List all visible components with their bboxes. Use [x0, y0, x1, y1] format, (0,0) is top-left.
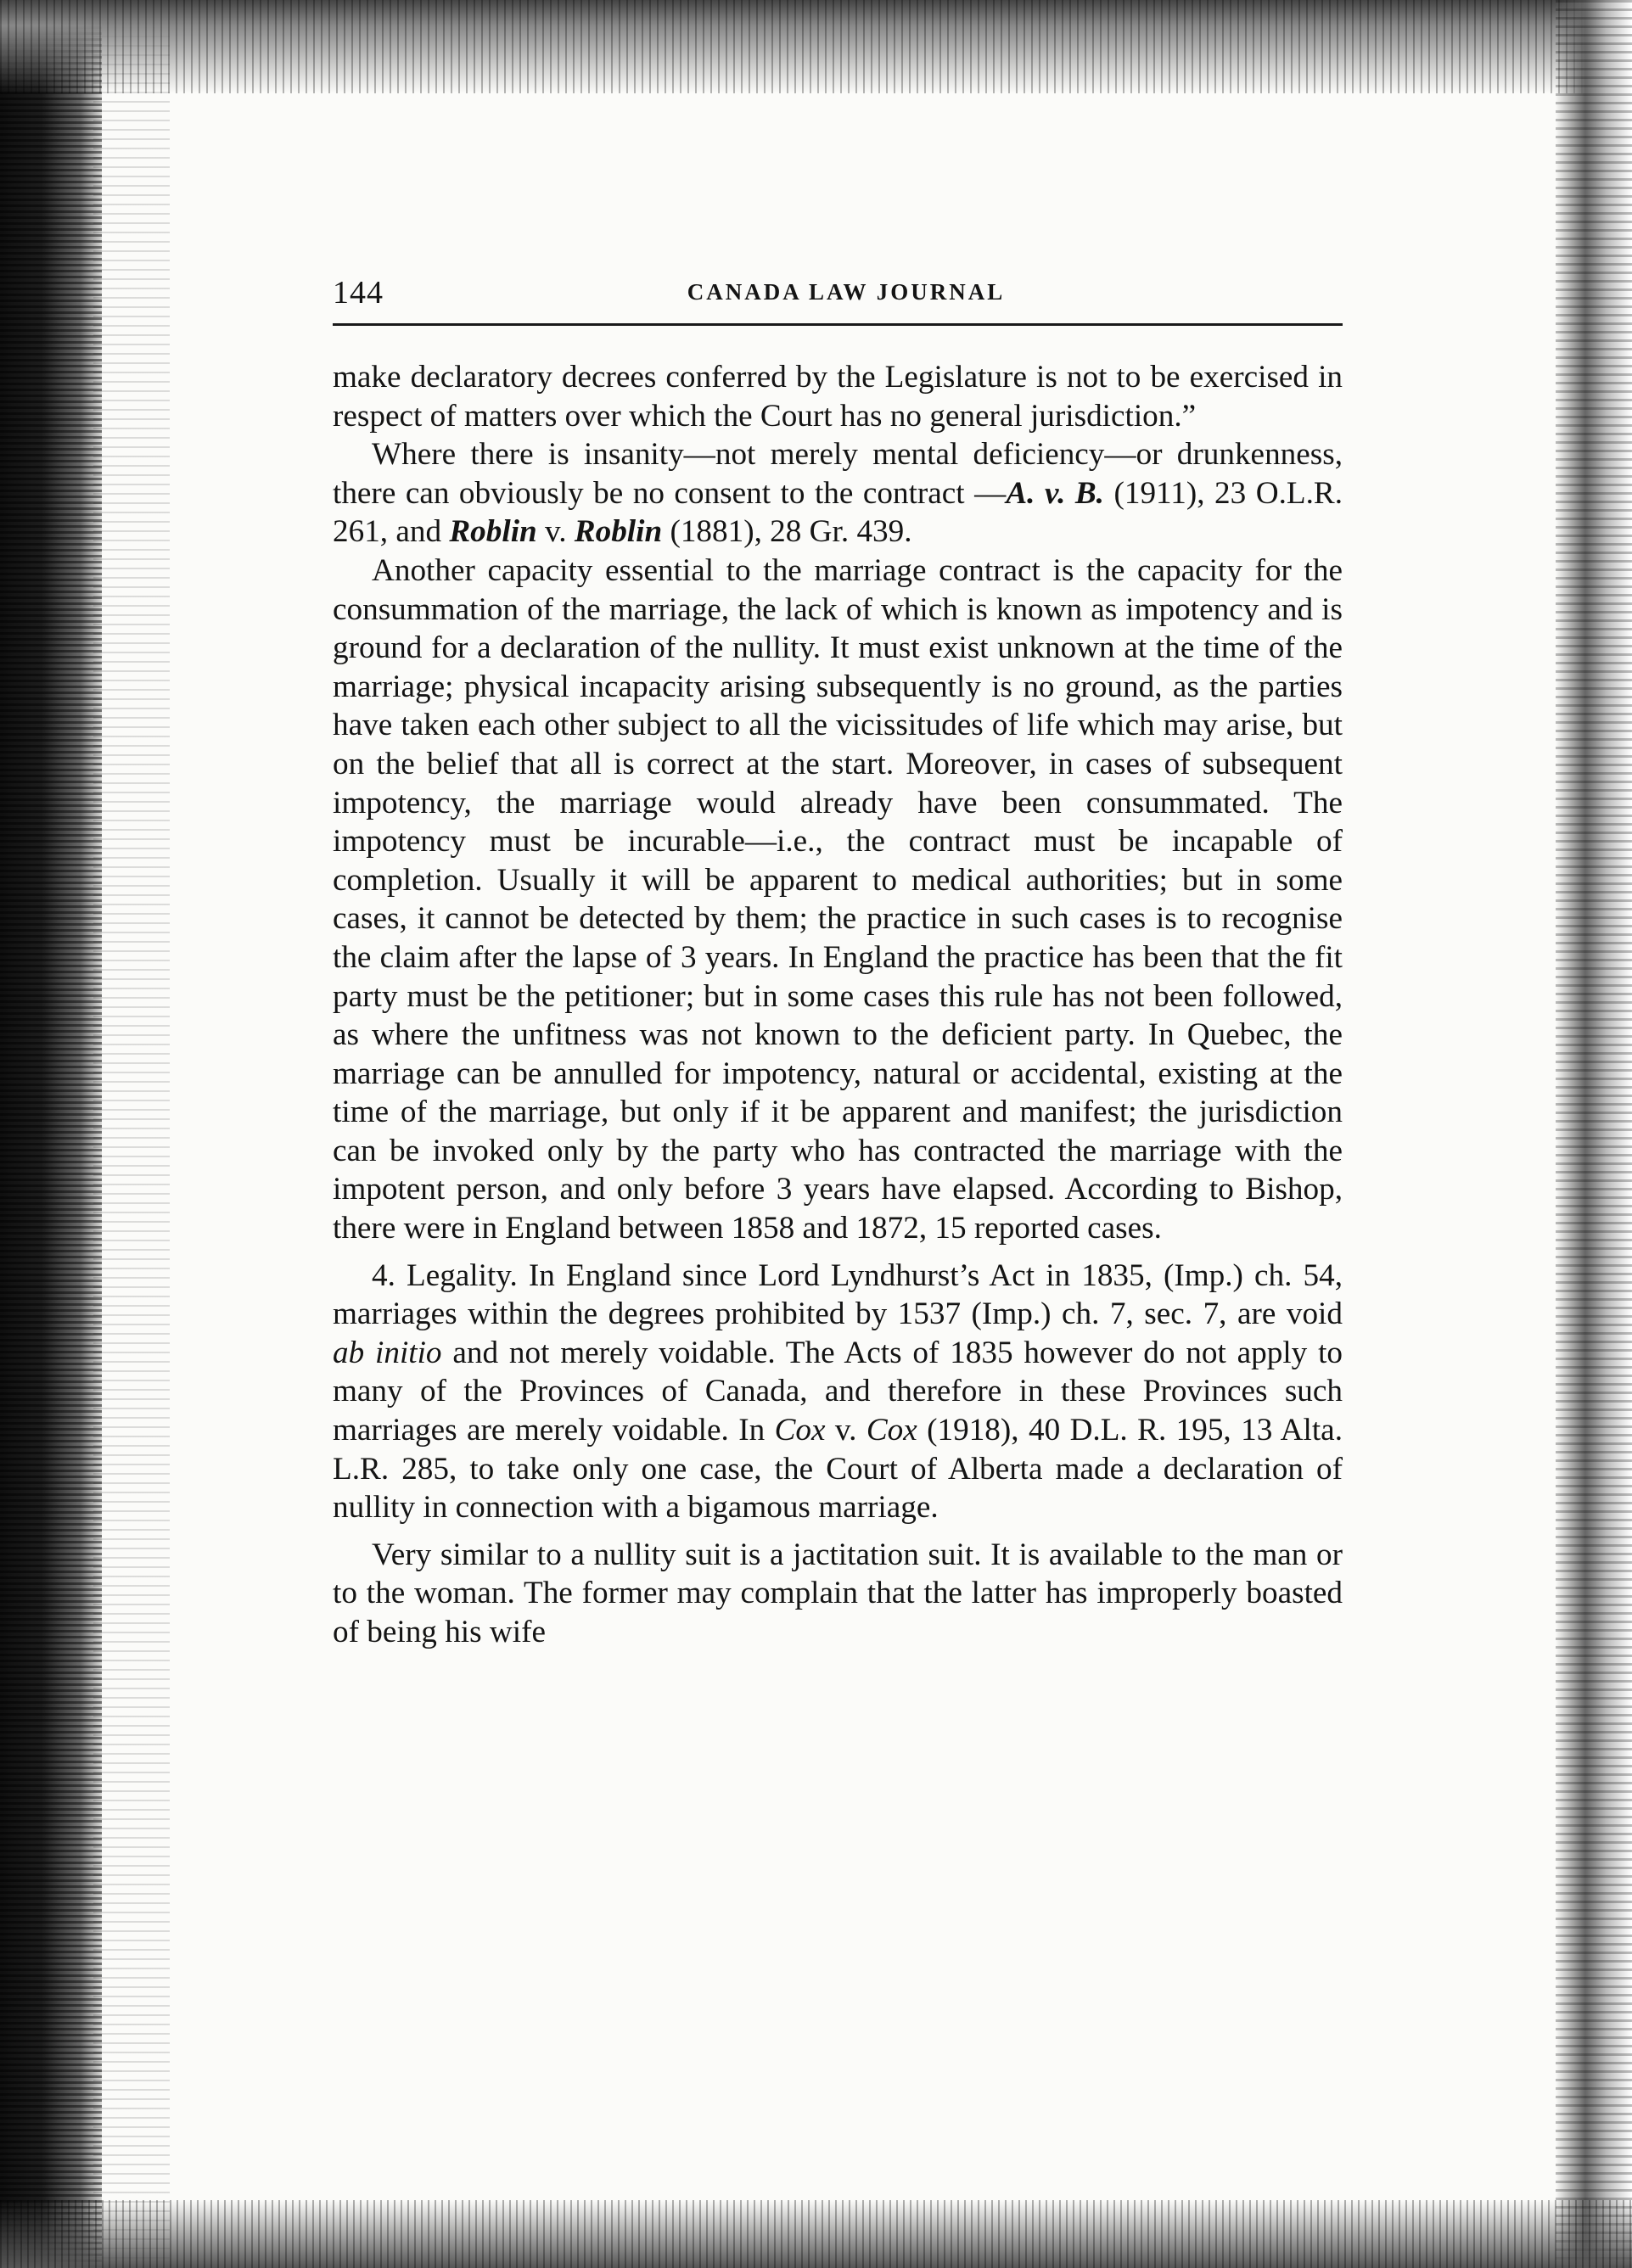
paragraph-impotency	[333, 552, 1343, 1248]
page-body	[333, 267, 1343, 1652]
scan-border-top	[0, 0, 1632, 93]
paragraph-text: (1918), 40 D.L. R. 195, 13 Alta. L.R. 285, to take only one case, the Court of Alberta made a declaration of nullity in connection with a bigamous marriage.	[333, 1413, 1343, 1526]
paragraph-text: make declaratory decrees conferred by the Legislature is not to be exercised in respect of matters over which the Court has no general jurisdiction.”	[333, 360, 1343, 434]
case-citation: Roblin	[574, 514, 663, 550]
paragraph-jactitation	[333, 1536, 1343, 1652]
case-citation: A. v. B.	[1006, 475, 1104, 511]
paragraph-text: 4. Legality. In England since Lord Lyndhurst’s Act in 1835, (Imp.) ch. 54, marriages within the degrees prohibited by 1537 (Imp.) ch. 7, sec. 7, are void	[333, 1257, 1343, 1332]
latin-phrase: ab initio	[333, 1335, 442, 1370]
scan-border-bottom	[0, 2200, 1632, 2268]
paragraph-text: and not merely voidable. The Acts of 1835 however do not apply to many of the Provinces of Canada, and therefore in these Provinces such marriages are merely voidable. In	[333, 1335, 1343, 1448]
scan-border-left-shadow	[93, 0, 170, 2268]
paragraph-text: Where there is insanity—not merely mental deficiency—or drunkenness, there can obviously be no consent to the contract —	[333, 437, 1343, 511]
running-head	[333, 267, 1343, 318]
case-citation: Cox	[866, 1413, 917, 1448]
paragraph-text: Very similar to a nullity suit is a jactitation suit. It is available to the man or to the woman. The former may complain that the latter has improperly boasted of being his wife	[333, 1537, 1343, 1649]
scan-border-left	[0, 0, 102, 2268]
page-number: 144	[333, 275, 384, 311]
paragraph-text: v.	[825, 1413, 866, 1448]
case-citation: Cox	[774, 1413, 826, 1448]
paragraph-declaratory-decrees	[333, 358, 1343, 435]
case-citation: Roblin	[449, 514, 537, 550]
paragraph-text: (1881), 28 Gr. 439.	[662, 514, 912, 550]
journal-title: CANADA LAW JOURNAL	[687, 279, 1006, 305]
header-rule	[333, 323, 1343, 326]
paragraph-text: v.	[536, 514, 575, 550]
paragraph-legality	[333, 1257, 1343, 1527]
paragraph-insanity	[333, 435, 1343, 552]
paragraph-text: (1911), 23 O.L.R. 261, and	[333, 475, 1343, 550]
paragraph-text: Another capacity essential to the marriage contract is the capacity for the consummation of the marriage, the lack of which is known as impotency and is ground for a declaration of the nullity. It must exist unknown at the time of the marriage; physical incapacity arising subsequently is no ground, as the parties have taken each other subject to all the vicissitudes of life which may arise, but on the belief that all is correct at the start. Moreover, in cases of subsequent impotency, the marriage would already have been consummated. The impotency must be incurable—i.e., the contract must be incapable of completion. Usually it will be apparent to medical authorities; but in some cases, it cannot be detected by them; the practice in such cases is to recognise the claim after the lapse of 3 years. In England the practice has been that the fit party must be the petitioner; but in some cases this rule has not been followed, as where the unfitness was not known to the deficient party. In Quebec, the marriage can be annulled for impotency, natural or accidental, existing at the time of the marriage, but only if it be apparent and manifest; the jurisdiction can be invoked only by the party who has contracted the marriage with the impotent person, and only before 3 years have elapsed. According to Bishop, there were in England between 1858 and 1872, 15 reported cases.	[333, 552, 1343, 1246]
scan-border-right	[1556, 0, 1632, 2268]
